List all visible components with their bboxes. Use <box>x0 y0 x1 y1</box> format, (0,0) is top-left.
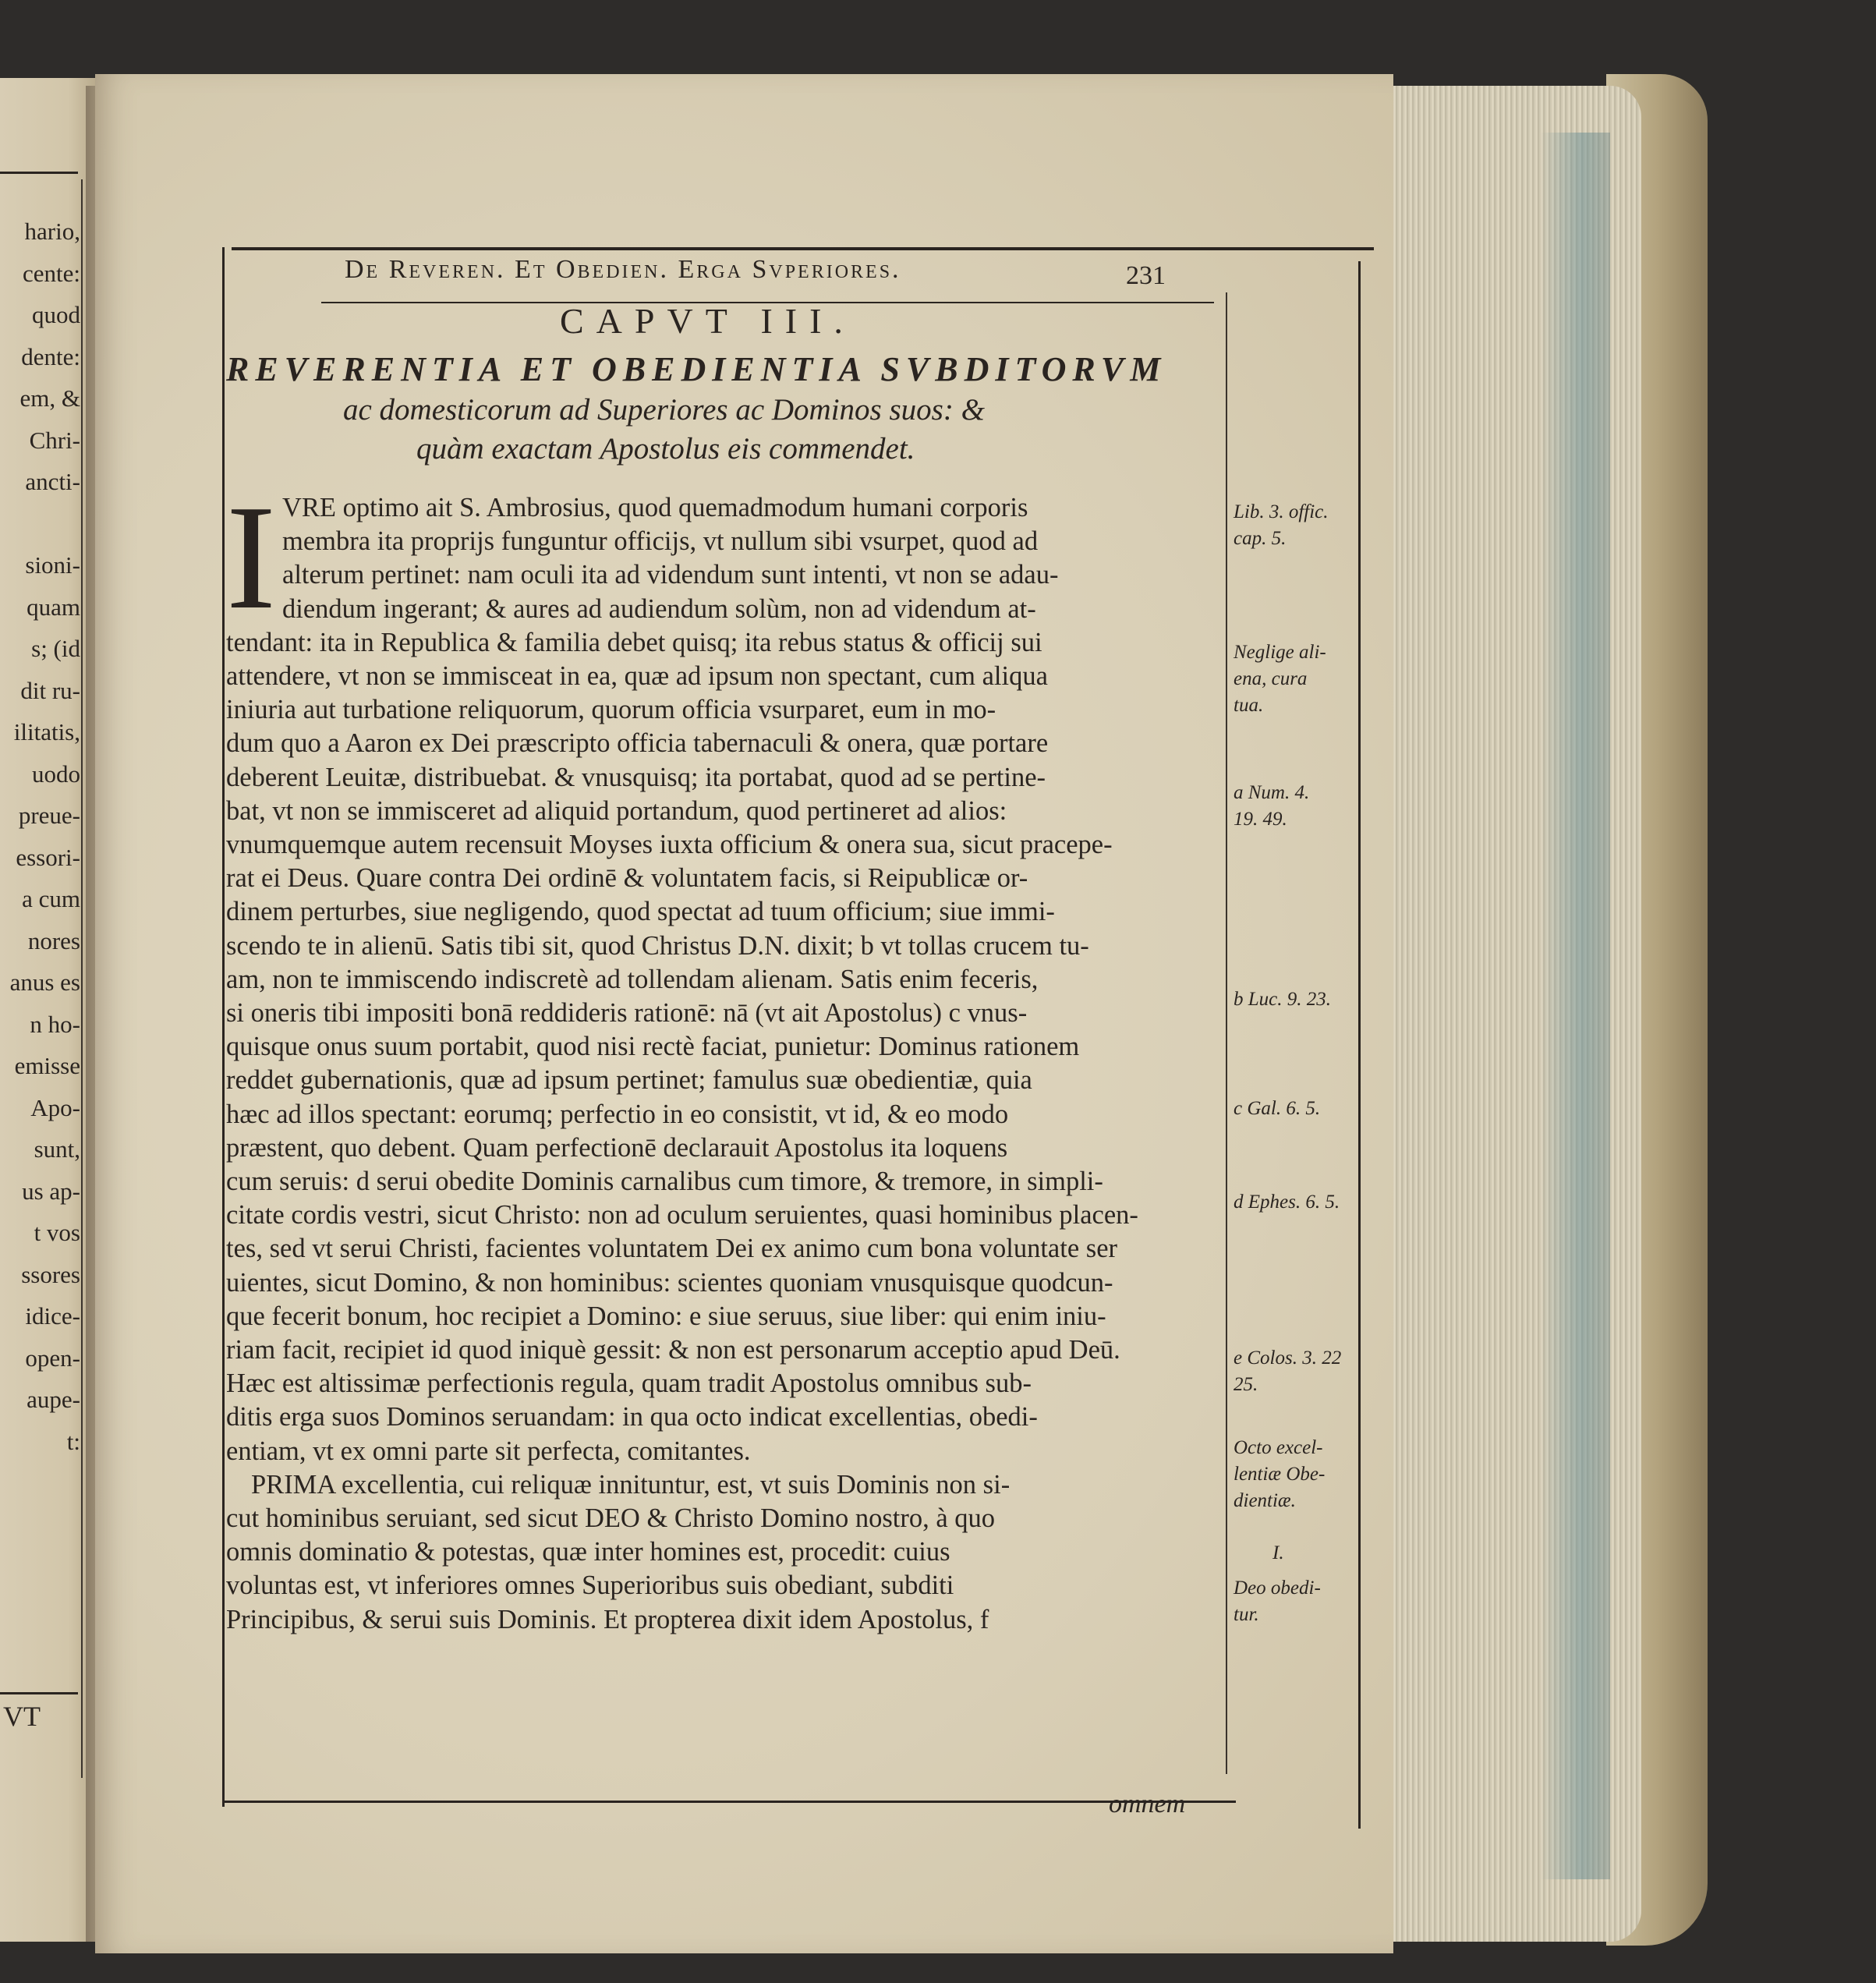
body-line: reddet gubernationis, quæ ad ipsum pertinet; famulus suæ obedientiæ, quia <box>226 1065 1032 1096</box>
left-line: quam <box>27 593 80 621</box>
page-number: 231 <box>1126 261 1166 290</box>
left-line: a cum <box>22 885 80 912</box>
body-line: attendere, vt non se immisceat in ea, quæ ad ipsum non spectant, cum aliqua <box>226 661 1048 691</box>
body-line: deberent Leuitæ, distribuebat. & vnusquisq; ita portabat, quod ad se pertine- <box>226 762 1046 792</box>
body-line: diendum ingerant; & aures ad audiendum solùm, non ad videndum at- <box>282 593 1036 624</box>
left-line: em, & <box>19 384 80 412</box>
marginal-note-line: Neglige ali- <box>1234 642 1326 663</box>
left-line: cente: <box>22 259 80 287</box>
left-line: sioni- <box>25 551 80 579</box>
left-line: open- <box>25 1344 80 1372</box>
left-line: Chri- <box>29 426 80 454</box>
chapter-heading: CAPVT III. <box>560 301 855 341</box>
left-page-text <box>0 211 80 1462</box>
left-line: nores <box>27 926 80 954</box>
drop-capital: I <box>226 474 276 640</box>
body-line: uientes, sicut Domino, & non hominibus: scientes quoniam vnusquisque quodcun- <box>226 1267 1113 1298</box>
body-line: voluntas est, vt inferiores omnes Superioribus suis obediant, subditi <box>226 1570 954 1601</box>
left-line: s; (id <box>31 635 80 662</box>
chapter-title-line: ac domesticorum ad Superiores ac Dominos suos: & <box>343 393 985 427</box>
marginal-note <box>1234 1096 1370 1122</box>
body-line: Hæc est altissimæ perfectionis regula, quam tradit Apostolus omnibus sub- <box>226 1369 1032 1399</box>
page-block-edges <box>1376 86 1641 1942</box>
marginal-note-line: 19. 49. <box>1234 809 1287 830</box>
marginal-note-line: tur. <box>1234 1604 1259 1625</box>
body-line: citate cordis vestri, sicut Christo: non ad oculum seruientes, quasi hominibus placen- <box>226 1200 1138 1231</box>
marginal-note-line: c Gal. 6. 5. <box>1234 1098 1321 1119</box>
body-line: tes, sed vt serui Christi, facientes voluntatem Dei ex animo cum bona voluntate ser <box>226 1234 1117 1264</box>
body-line: cum seruis: d serui obedite Dominis carnalibus cum timore, & tremore, in simpli- <box>226 1167 1103 1196</box>
frame-top-rule <box>232 247 1374 250</box>
left-line: t: <box>66 1427 80 1455</box>
body-line: entiam, vt ex omni parte sit perfecta, comitantes. <box>226 1436 751 1466</box>
frame-bottom-rule <box>222 1801 1236 1803</box>
body-line: scendo te in alienū. Satis tibi sit, quod Christus D.N. dixit; b vt tollas crucem tu- <box>226 930 1089 961</box>
marginal-note <box>1234 1345 1370 1398</box>
body-line: omnis dominatio & potestas, quæ inter homines est, procedit: cuius <box>226 1537 950 1567</box>
left-line: ancti- <box>25 468 80 495</box>
marginal-note-line: 25. <box>1234 1374 1258 1395</box>
marginal-note-line: Lib. 3. offic. <box>1234 501 1329 522</box>
body-line: tendant: ita in Republica & familia debet quisq; ita rebus status & officij sui <box>226 627 1042 657</box>
body-line: que fecerit bonum, hoc recipiet a Domino: e siue seruus, siue liber: qui enim iniu- <box>226 1301 1106 1331</box>
left-line: dente: <box>21 342 80 370</box>
left-catchword: VT <box>3 1701 41 1732</box>
body-line: rat ei Deus. Quare contra Dei ordinē & voluntatem facis, si Reipublicæ or- <box>226 863 1028 894</box>
marginal-note-line: cap. 5. <box>1234 528 1287 549</box>
marginal-note-line: Octo excel- <box>1234 1437 1323 1458</box>
left-line: us ap- <box>22 1177 80 1205</box>
marginal-note-line: tua. <box>1234 695 1264 716</box>
body-line: alterum pertinet: nam oculi ita ad videndum sunt intenti, vt non se adau- <box>282 560 1059 590</box>
recto-page <box>95 74 1393 1953</box>
left-bottom-rule <box>0 1692 78 1694</box>
left-line: preue- <box>18 802 80 829</box>
left-top-rule <box>0 172 78 174</box>
left-line: quod <box>32 301 80 328</box>
left-line: aupe- <box>27 1386 80 1413</box>
catchword: omnem <box>1109 1790 1186 1818</box>
marginal-note <box>1234 1435 1370 1514</box>
marginal-note-line: ena, cura <box>1234 668 1308 689</box>
left-line: ssores <box>21 1260 80 1288</box>
marginal-note-line: I. <box>1272 1542 1284 1563</box>
margin-column-rule <box>1226 292 1227 1774</box>
body-line: ditis erga suos Dominos seruandam: in qua octo indicat excellentias, obedi- <box>226 1402 1038 1432</box>
body-line: vnumquemque autem recensuit Moyses iuxta officium & onera sua, sicut pracepe- <box>226 830 1113 859</box>
body-line: membra ita proprijs funguntur officijs, vt nullum sibi vsurpet, quod ad <box>282 526 1039 557</box>
body-line: PRIMA excellentia, cui reliquæ innituntur, est, vt suis Dominis non si- <box>251 1469 1011 1500</box>
marginal-note <box>1272 1540 1409 1567</box>
marginal-note <box>1234 1189 1370 1216</box>
left-line: essori- <box>16 843 80 871</box>
body-line: hæc ad illos spectant: eorumq; perfectio in eo consistit, vt id, & eo modo <box>226 1099 1009 1129</box>
body-line: iniuria aut turbatione reliquorum, quorum officia vsurparet, eum in mo- <box>226 695 996 725</box>
body-line: bat, vt non se immisceret ad aliquid portandum, quod pertineret ad alios: <box>226 795 1007 826</box>
marginal-note <box>1234 780 1370 833</box>
left-line <box>0 503 80 545</box>
left-line: idice- <box>25 1302 80 1330</box>
left-line: t vos <box>34 1219 80 1246</box>
left-line: n ho- <box>30 1010 80 1038</box>
body-line: dinem perturbes, siue negligendo, quod spectat ad tuum officium; siue immi- <box>226 897 1055 927</box>
body-line: riam facit, recipiet id quod iniquè gessit: & non est personarum acceptio apud Deū. <box>226 1335 1120 1365</box>
marginal-note <box>1234 639 1370 719</box>
body-line: Principibus, & serui suis Dominis. Et propterea dixit idem Apostolus, f <box>226 1604 989 1634</box>
marginal-note-line: d Ephes. 6. 5. <box>1234 1192 1340 1213</box>
marginal-note-line: b Luc. 9. 23. <box>1234 989 1331 1010</box>
left-line: ilitatis, <box>13 718 80 745</box>
marginal-note <box>1234 986 1370 1013</box>
chapter-title-line: quàm exactam Apostolus eis commendet. <box>416 432 915 466</box>
left-line: hario, <box>24 218 80 245</box>
marginal-note-line: a Num. 4. <box>1234 782 1310 803</box>
marginal-note-line: Deo obedi- <box>1234 1578 1321 1599</box>
left-line: emisse <box>14 1052 80 1079</box>
left-line: sunt, <box>34 1135 80 1163</box>
body-line: si oneris tibi impositi bonā reddideris rationē: nā (vt ait Apostolus) c vnus- <box>226 998 1028 1028</box>
body-line: dum quo a Aaron ex Dei præscripto officia tabernaculi & onera, quæ portare <box>226 728 1049 759</box>
left-column-rule <box>81 179 83 1778</box>
body-line: cut hominibus seruiant, sed sicut DEO & Christo Domino nostro, à quo <box>226 1503 996 1533</box>
body-line: am, non te immiscendo indiscretè ad tollendam alienam. Satis enim feceris, <box>226 964 1039 994</box>
marginal-note <box>1234 1575 1370 1628</box>
body-line: præstent, quo debent. Quam perfectionē declarauit Apostolus ita loquens <box>226 1132 1008 1163</box>
chapter-title-line: REVERENTIA ET OBEDIENTIA SVBDITORVM <box>226 350 1167 388</box>
left-line: Apo- <box>30 1093 80 1121</box>
left-line: uodo <box>32 760 80 788</box>
left-line: dit ru- <box>20 676 80 704</box>
marginal-note-line: e Colos. 3. 22 <box>1234 1347 1342 1369</box>
marginal-note-line: dientiæ. <box>1234 1490 1296 1511</box>
body-line: VRE optimo ait S. Ambrosius, quod quemadmodum humani corporis <box>282 493 1028 522</box>
marginal-note <box>1234 499 1370 552</box>
frame-left-rule <box>222 247 225 1807</box>
left-page <box>0 78 97 1942</box>
marginal-note-line: lentiæ Obe- <box>1234 1464 1326 1485</box>
left-line: anus es <box>9 968 80 996</box>
running-head: De Reveren. Et Obedien. Erga Svperiores. <box>345 255 901 284</box>
body-line: quisque onus suum portabit, quod nisi rectè faciat, punietur: Dominus rationem <box>226 1032 1080 1062</box>
